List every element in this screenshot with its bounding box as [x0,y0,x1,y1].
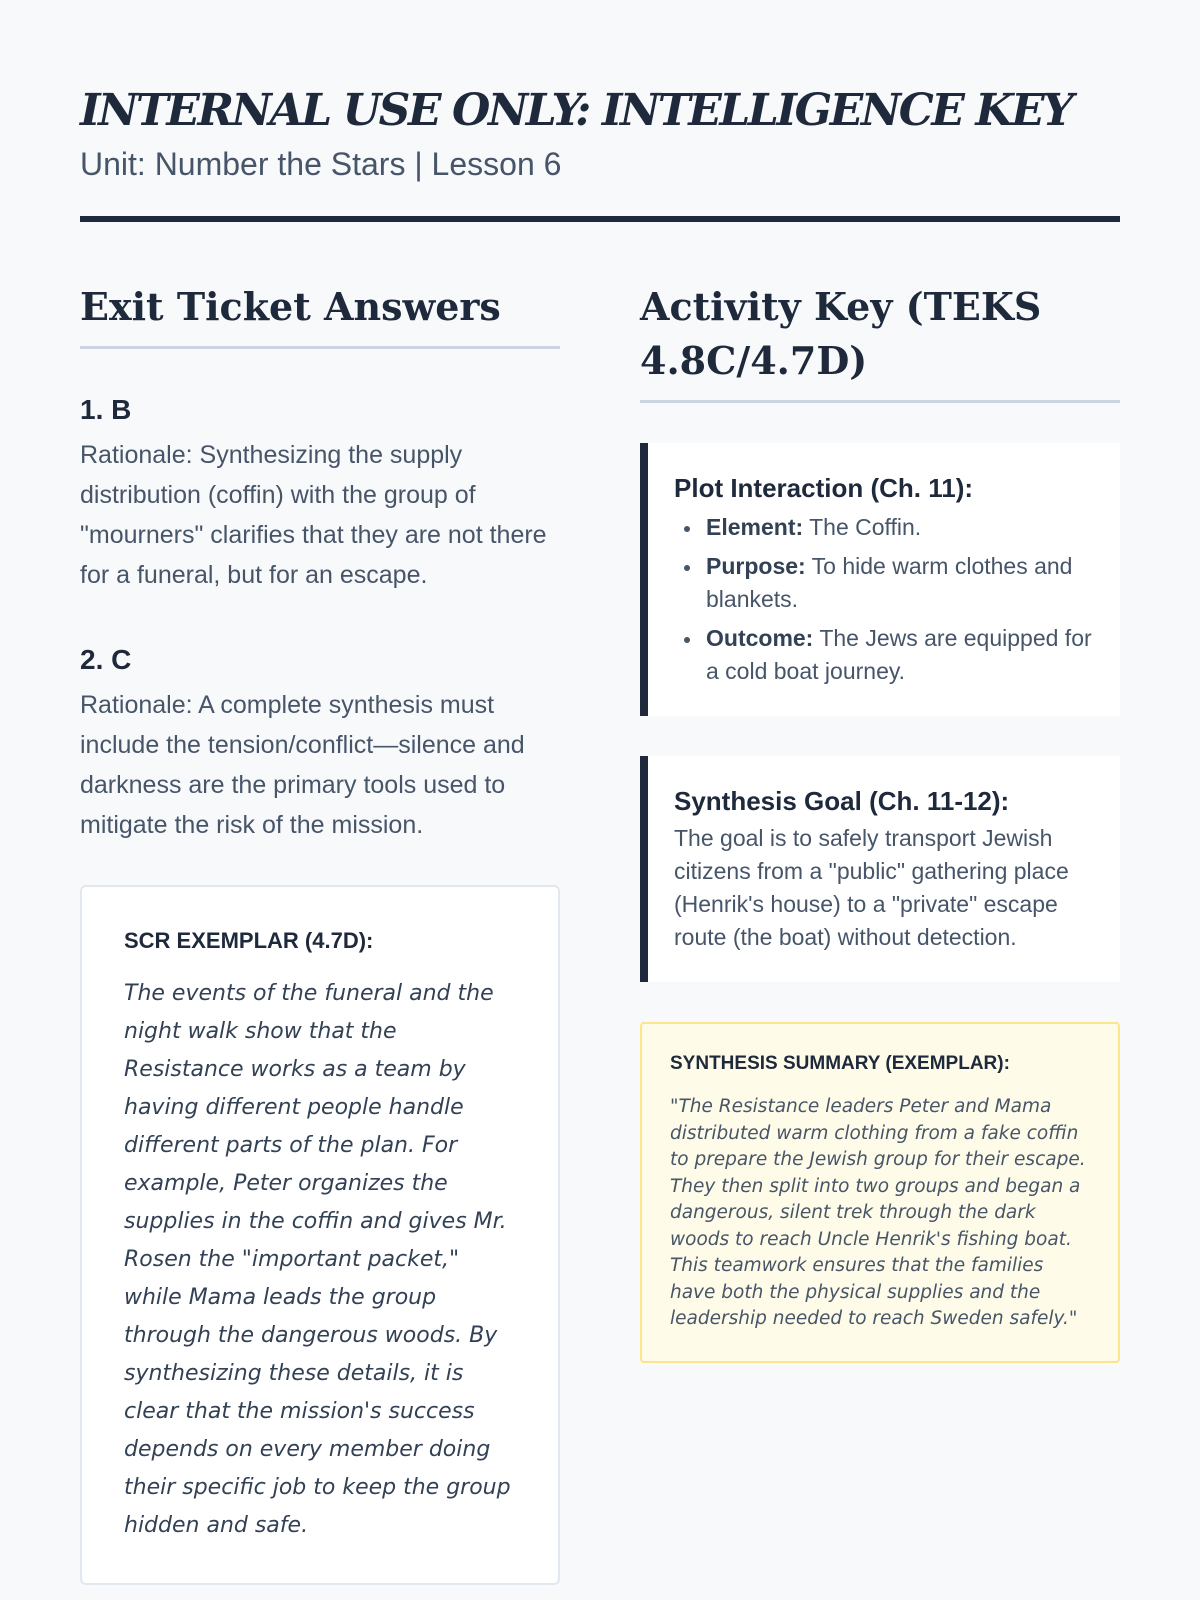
page-header [80,0,1120,222]
answer-item [80,643,560,845]
answer-label: 2. C [80,644,132,675]
exit-ticket-heading: Exit Ticket Answers [80,280,560,349]
plot-interaction-card [640,443,1120,716]
list-item-value: The Jews are equipped for a cold boat journey. [706,625,1092,684]
list-item [674,511,1092,544]
synthesis-goal-text: The goal is to safely transport Jewish citizens from a "public" gathering place (Henrik's house) to a "private" escape route (the boat) without detection. [674,825,1069,950]
list-item [674,622,1092,688]
list-item [674,550,1092,616]
scr-exemplar-label: SCR EXEMPLAR (4.7D): [124,928,374,953]
activity-key-section [640,280,1120,1585]
synthesis-goal-title: Synthesis Goal (Ch. 11-12): [674,786,1010,816]
page-subtitle: Unit: Number the Stars | Lesson 6 [80,146,562,182]
scr-exemplar-box [80,885,560,1585]
answer-rationale: Rationale: Synthesizing the supply distribution (coffin) with the group of "mourners" clarifies that they are not there for a funeral, but for an escape. [80,441,547,589]
plot-interaction-list [674,511,1092,688]
activity-key-heading: Activity Key (TEKS 4.8C/4.7D) [640,280,1120,403]
list-item-value: The Coffin. [803,514,922,540]
exit-ticket-section [80,280,560,1585]
synthesis-summary-box [640,1022,1120,1363]
synthesis-goal-card [640,756,1120,982]
answer-label: 1. B [80,394,132,425]
synthesis-summary-text: "The Resistance leaders Peter and Mama distributed warm clothing from a fake coffin to prepare the Jewish group for their escape. They then split into two groups and began a dangerous, silent trek through the dark woods to reach Uncle Henrik's fishing boat. This teamwork ensures that the families have both the physical supplies and the leadership needed to reach Sweden safely." [670,1096,1086,1329]
answer-item [80,393,560,595]
content-columns [80,280,1120,1585]
synthesis-summary-label: SYNTHESIS SUMMARY (EXEMPLAR): [670,1053,1010,1074]
answer-rationale: Rationale: A complete synthesis must include the tension/conflict—silence and darkness are the primary tools used to mitigate the risk of the mission. [80,691,525,839]
list-item-value: To hide warm clothes and blankets. [706,553,1073,612]
header-divider [80,216,1120,222]
list-item-key: Element: [706,514,804,540]
page-title: INTERNAL USE ONLY: INTELLIGENCE KEY [80,85,1072,136]
list-item-key: Outcome: [706,625,814,651]
list-item-key: Purpose: [706,553,806,579]
scr-exemplar-text: The events of the funeral and the night walk show that the Resistance works as a team by having different people handle different parts of the plan. For example, Peter organizes the supplies in the coffin and gives Mr. Rosen the "important packet," while Mama leads the group through the dangerous woods. By synthesizing these details, it is clear that the mission's success depends on every member doing their specific job to keep the group hidden and safe. [124,981,511,1538]
plot-interaction-title: Plot Interaction (Ch. 11): [674,473,974,503]
